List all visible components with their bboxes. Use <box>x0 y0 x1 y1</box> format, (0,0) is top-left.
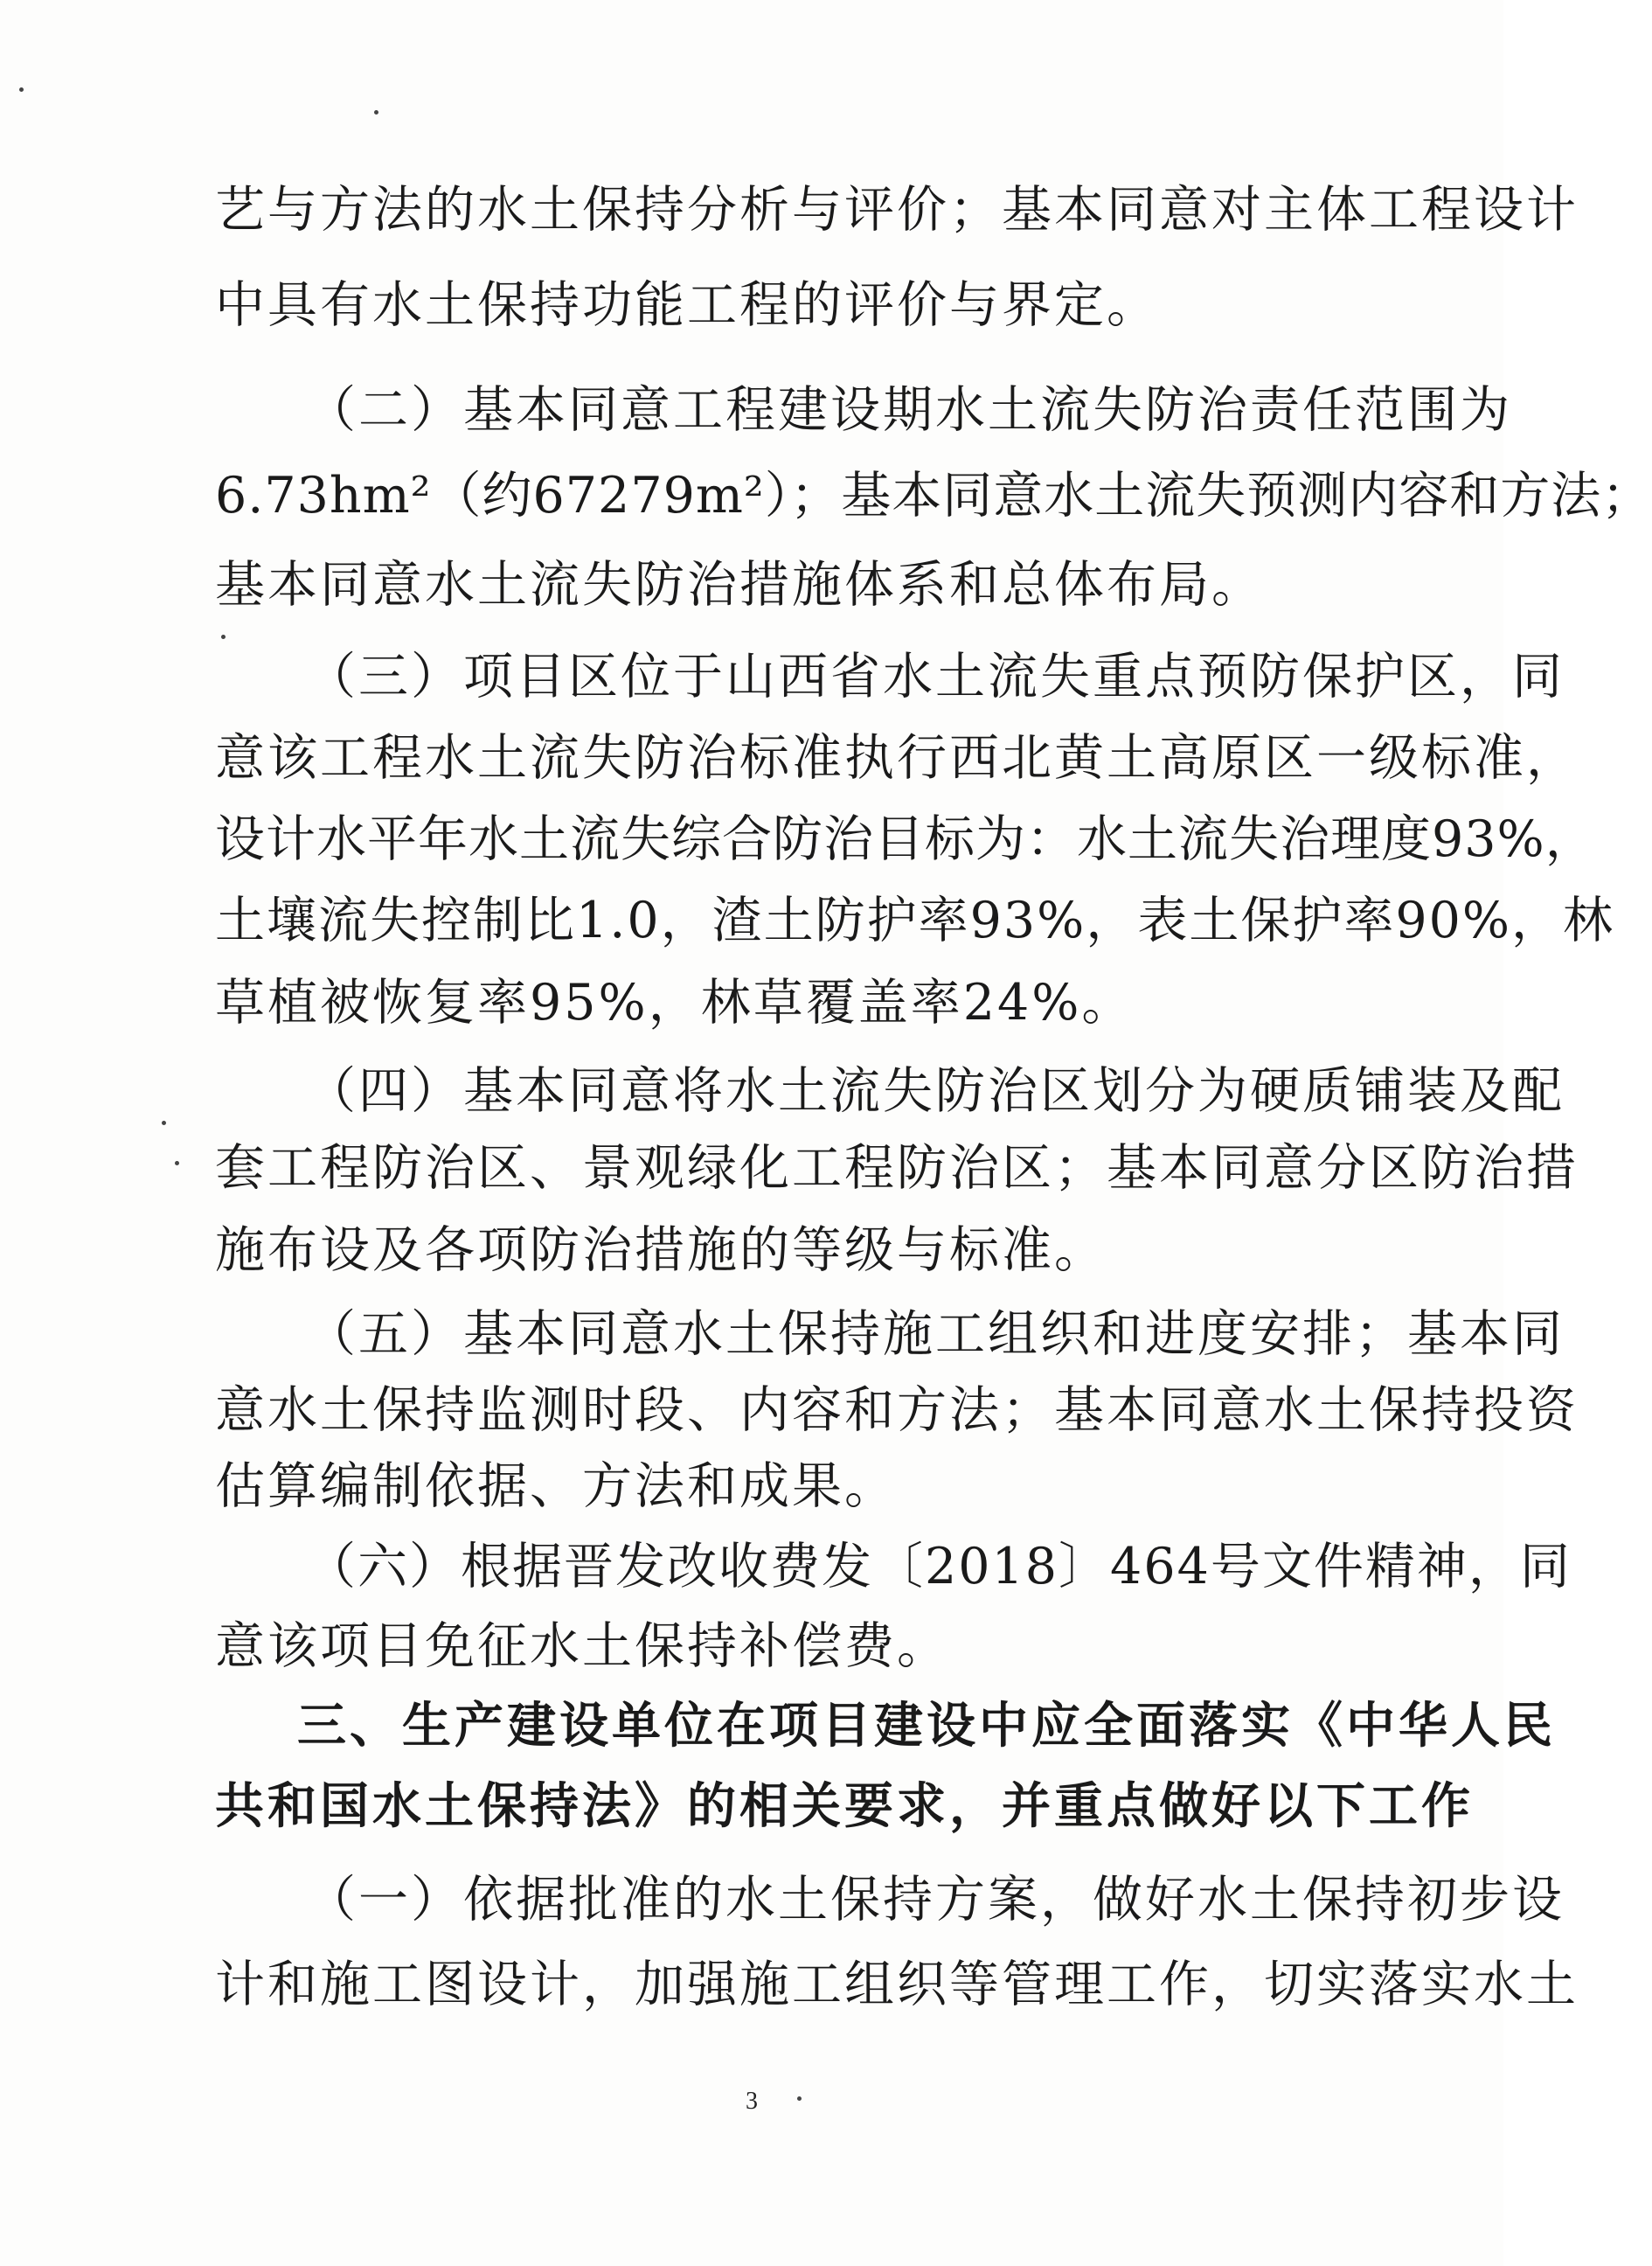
scan-speck <box>797 2096 802 2101</box>
text-line: 设计水平年水土流失综合防治目标为：水土流失治理度93%， <box>215 810 1596 868</box>
text-line: 中具有水土保持功能工程的评价与界定。 <box>215 276 1159 334</box>
text-line: （一）依据批准的水土保持方案，做好水土保持初步设 <box>306 1871 1565 1929</box>
text-line: 艺与方法的水土保持分析与评价；基本同意对主体工程设计 <box>215 181 1579 239</box>
scan-speck <box>221 635 226 639</box>
text-line: 基本同意水土流失防治措施体系和总体布局。 <box>215 556 1264 614</box>
section-heading: 三、生产建设单位在项目建设中应全面落实《中华人民 <box>297 1698 1556 1755</box>
page-number: 3 <box>746 2088 758 2115</box>
text-line: 草植被恢复率95%，林草覆盖率24%。 <box>215 974 1135 1032</box>
text-line: 估算编制依据、方法和成果。 <box>215 1457 897 1515</box>
text-line: （六）根据晋发改收费发〔2018〕464号文件精神，同 <box>306 1538 1572 1595</box>
text-line: 施布设及各项防治措施的等级与标准。 <box>215 1221 1107 1279</box>
scan-speck <box>374 110 378 115</box>
text-line: 土壤流失控制比1.0，渣土防护率93%，表土保护率90%，林 <box>215 892 1615 949</box>
text-line: 6.73hm²（约67279m²）；基本同意水土流失预测内容和方法； <box>215 467 1652 525</box>
text-line: （五）基本同意水土保持施工组织和进度安排；基本同 <box>306 1305 1565 1363</box>
text-line: 意水土保持监测时段、内容和方法；基本同意水土保持投资 <box>215 1381 1579 1439</box>
text-line: （四）基本同意将水土流失防治区划分为硬质铺装及配 <box>306 1062 1565 1120</box>
scan-speck <box>19 87 24 92</box>
text-line: （三）项目区位于山西省水土流失重点预防保护区，同 <box>306 648 1565 706</box>
text-line: （二）基本同意工程建设期水土流失防治责任范围为 <box>306 381 1512 439</box>
text-line: 意该工程水土流失防治标准执行西北黄土高原区一级标准， <box>215 729 1579 787</box>
section-heading: 共和国水土保持法》的相关要求，并重点做好以下工作 <box>215 1778 1474 1835</box>
text-line: 意该项目免征水土保持补偿费。 <box>215 1617 949 1675</box>
scan-speck <box>162 1121 166 1125</box>
text-line: 套工程防治区、景观绿化工程防治区；基本同意分区防治措 <box>215 1139 1579 1197</box>
text-line: 计和施工图设计，加强施工组织等管理工作，切实落实水土 <box>215 1956 1579 2013</box>
scan-speck <box>175 1161 179 1165</box>
